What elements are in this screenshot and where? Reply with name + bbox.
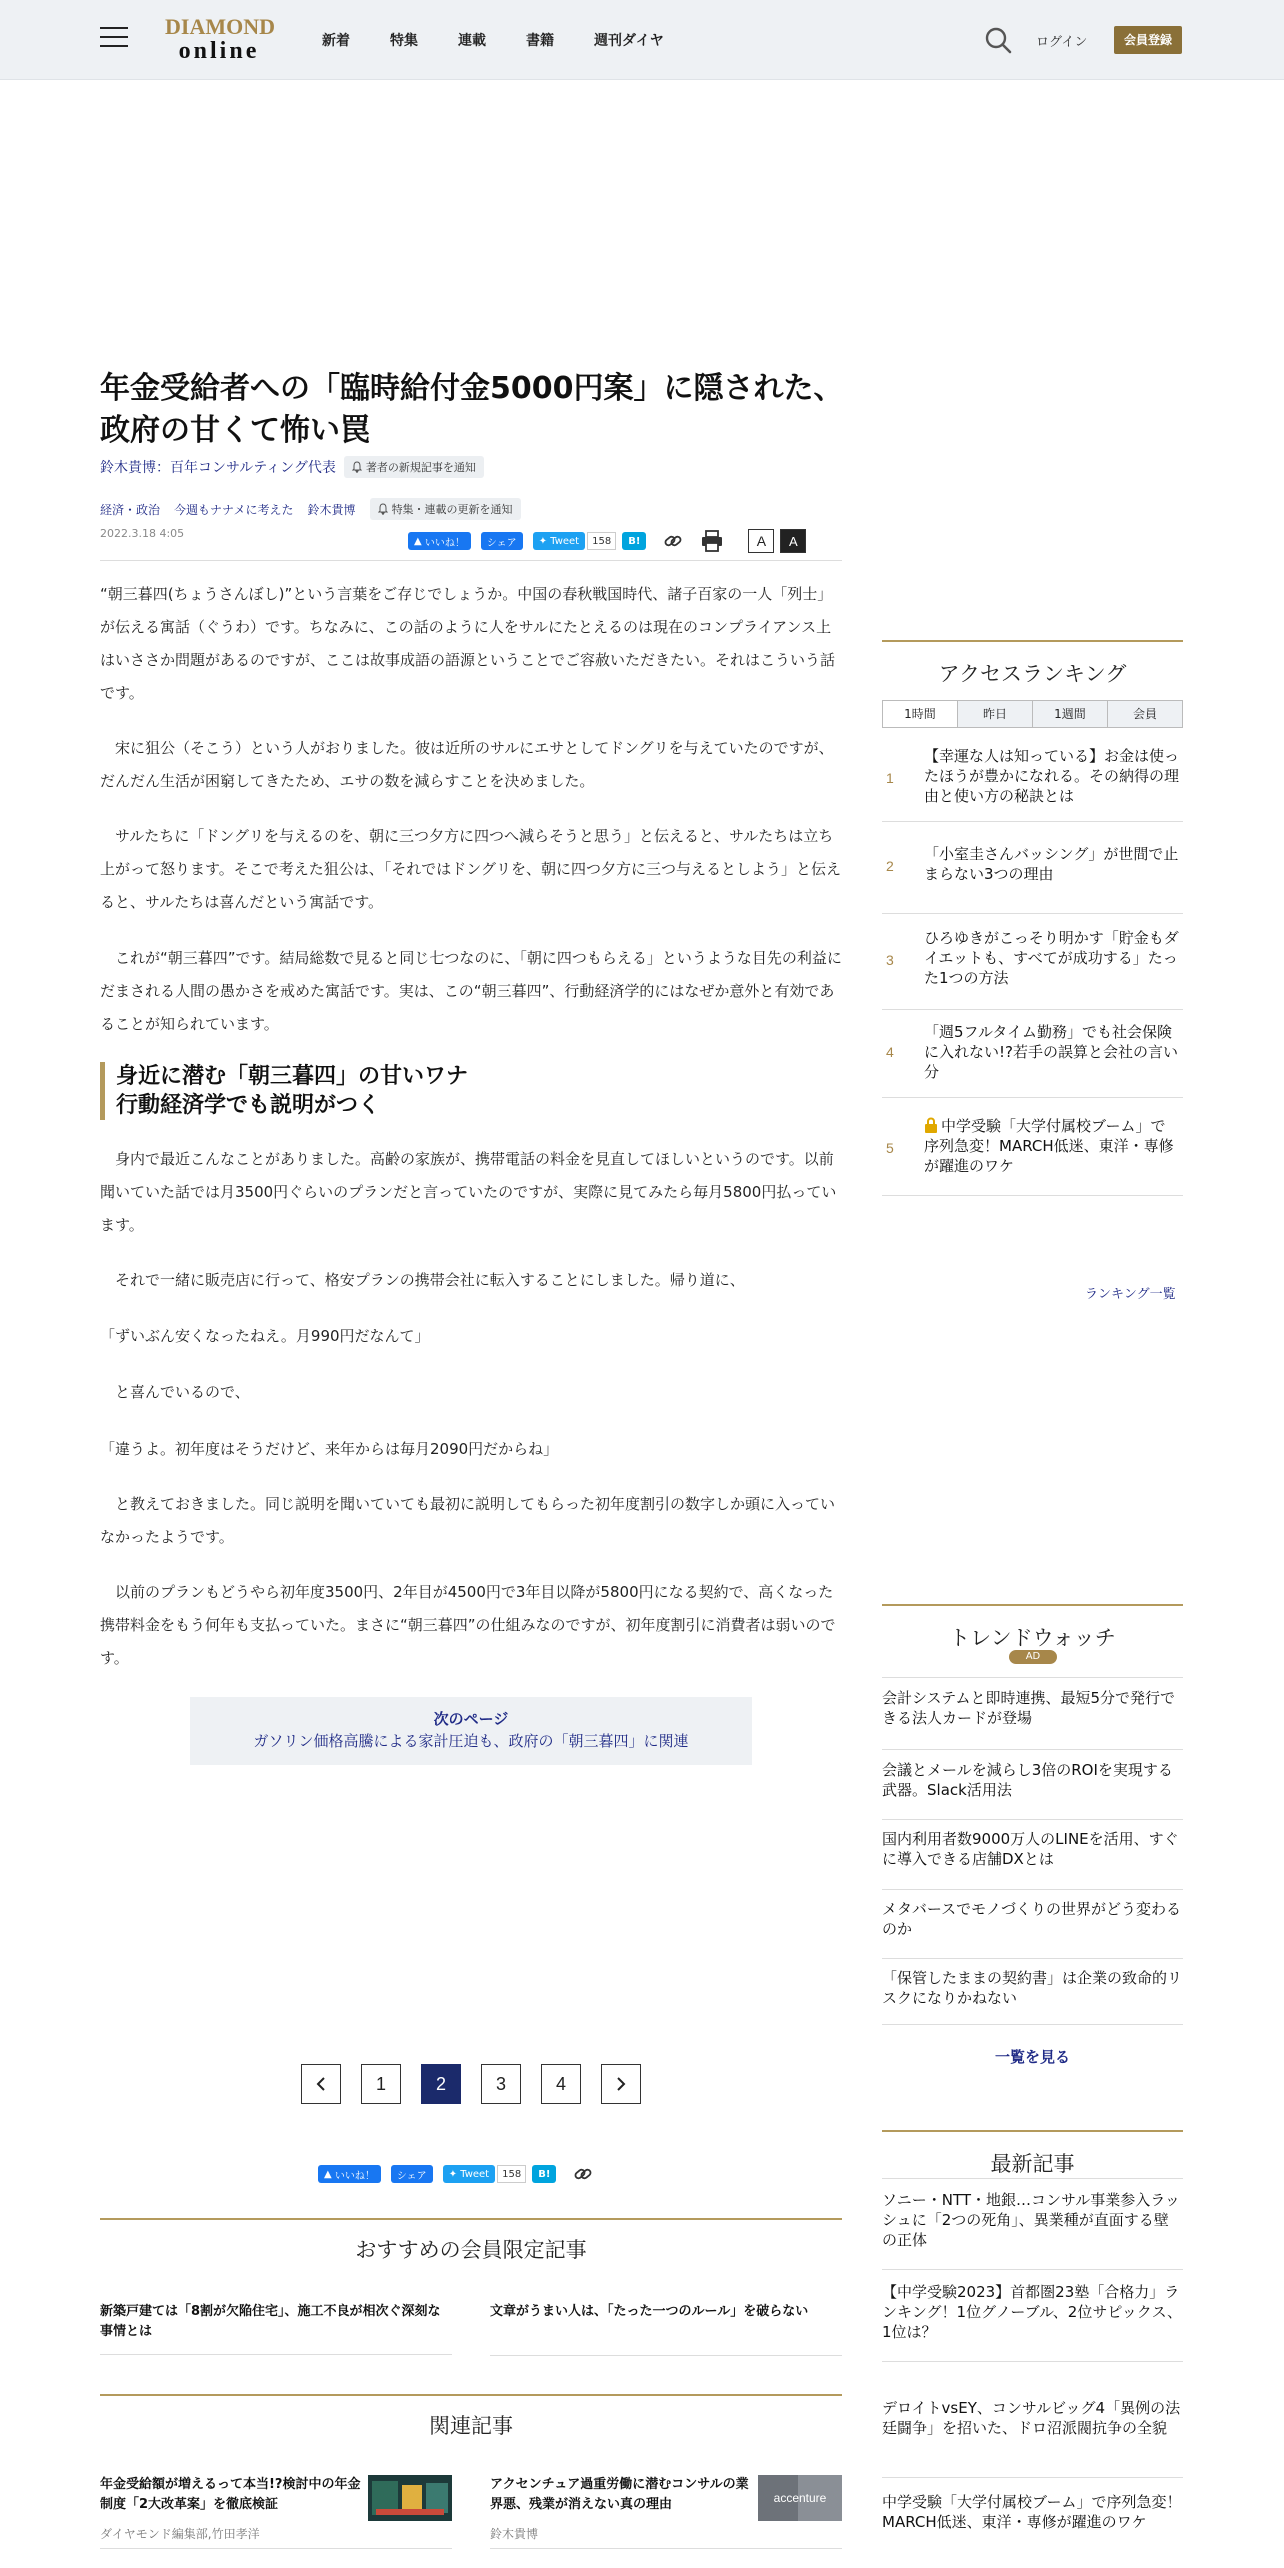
related-title: アクセンチュア過重労働に潜むコンサルの業界悪、残業が消えない真の理由 [490, 2477, 749, 2512]
divider [882, 2178, 1183, 2179]
link-icon[interactable] [572, 2163, 594, 2185]
paragraph-11: 以前のプランもどうやら初年度3500円、2年目が4500円で3年目以降が5800円になる契約で、高くなった携帯料金をもう何年も支払っていた。まさに“朝三暮四”の仕組みなのですが、初年度割引に消費者は弱いのです。 [100, 1583, 836, 1667]
page-2-current[interactable]: 2 [421, 2064, 461, 2104]
title-line2: 政府の甘くて怖い罠 [100, 413, 370, 448]
ranking-item[interactable] [882, 1010, 1183, 1098]
divider [100, 560, 842, 561]
thumb-text: accenture [773, 2491, 827, 2505]
facebook-like-button[interactable] [318, 2165, 381, 2183]
related-author: ダイヤモンド編集部,竹田孝洋 [100, 2527, 260, 2541]
facebook-share-button[interactable]: シェア [391, 2165, 433, 2183]
rank-title: 「小室圭さんバッシング」が世間で止まらない3つの理由 [924, 845, 1179, 883]
recommended-heading: おすすめの会員限定記事 [100, 2218, 842, 2278]
paragraph-2: 宋に狙公（そこう）という人がおりました。彼は近所のサルにエサとしてドングリを与えていたのですが、だんだん生活が困窮してきたため、エサの数を減らすことを決めました。 [100, 739, 834, 790]
ranking-heading: アクセスランキング [882, 640, 1183, 700]
related-heading: 関連記事 [100, 2394, 842, 2454]
ranking-tab-yesterday[interactable]: 昨日 [958, 701, 1033, 727]
thumbs-up-icon: ▲ [324, 2168, 335, 2180]
prev-page-button[interactable] [301, 2064, 341, 2104]
tweet-button[interactable] [443, 2165, 495, 2183]
register-button[interactable]: 会員登録 [1114, 26, 1182, 54]
share-bar-top [408, 530, 812, 552]
next-page-title: ガソリン価格高騰による家計圧迫も、政府の「朝三暮四」に関連 [253, 1732, 689, 1750]
lock-icon [924, 1117, 938, 1133]
paragraph-6: それで一緒に販売店に行って、格安プランの携帯会社に転入することにしました。帰り道に、 [115, 1271, 745, 1289]
ranking-tabs [882, 700, 1183, 728]
hatena-bookmark-button[interactable]: B! [532, 2165, 556, 2183]
rank-title: 【幸運な人は知っている】お金は使ったほうが豊かになれる。その納得の理由と使い方の秘訣とは [924, 747, 1180, 805]
tag-row [100, 498, 521, 520]
paragraph-10: と教えておきました。同じ説明を聞いていても最初に説明してもらった初年度割引の数字しか頭に入っていなかったようです。 [100, 1495, 836, 1546]
trend-list-link[interactable]: 一覧を見る [994, 2048, 1070, 2066]
next-page-link[interactable] [190, 1697, 752, 1765]
paragraph-7: 「ずいぶん安くなったねえ。月990円だなんて」 [100, 1327, 430, 1345]
facebook-share-button[interactable]: シェア [481, 532, 523, 550]
tag-category[interactable]: 経済・政治 [100, 502, 161, 517]
trend-item[interactable]: 会計システムと即時連携、最短5分で発行できる法人カードが登場 [882, 1688, 1183, 1750]
related-thumbnail [758, 2475, 842, 2521]
nav-features[interactable]: 特集 [390, 33, 418, 49]
thumbs-up-icon: ▲ [414, 535, 425, 547]
paragraph-5: 身内で最近こんなことがありました。高齢の家族が、携帯電話の料金を見直してほしいというのです。以前聞いていた話では月3500円ぐらいのプランだと言っていたのですが、実際に見てみたら毎月5800円払っています。 [100, 1150, 837, 1234]
related-thumbnail [368, 2475, 452, 2521]
tag-author[interactable]: 鈴木貴博 [307, 502, 356, 517]
tweet-count: 158 [587, 532, 616, 550]
rank-number: 5 [886, 1140, 894, 1156]
notify-series-button[interactable] [370, 498, 521, 520]
ranking-item[interactable] [882, 1098, 1183, 1196]
ranking-tab-1week[interactable]: 1週間 [1033, 701, 1108, 727]
next-page-label: 次のページ [433, 1710, 509, 1728]
rank-title [924, 1116, 1180, 1176]
bird-icon: ✦ [448, 2168, 461, 2180]
menu-icon[interactable] [100, 27, 128, 51]
latest-item[interactable]: デロイトvsEY、コンサルビッグ4「異例の法廷闘争」を招いた、ドロ沼派閥抗争の全貌 [882, 2398, 1183, 2478]
bell-icon [352, 461, 362, 473]
author-link[interactable]: 鈴木貴博：百年コンサルティング代表 [100, 460, 336, 476]
nav-weekly[interactable]: 週刊ダイヤ [594, 33, 664, 49]
page-3[interactable]: 3 [481, 2064, 521, 2104]
rank-number: 4 [886, 1044, 894, 1060]
tweet-label: Tweet [460, 2168, 490, 2180]
publish-date: 2022.3.18 4:05 [100, 527, 185, 540]
login-link[interactable]: ログイン [1036, 35, 1088, 50]
pagination [301, 2064, 661, 2104]
ranking-list-link[interactable]: ランキング一覧 [1085, 1287, 1176, 1302]
trend-item[interactable]: 国内利用者数9000万人のLINEを活用、すぐに導入できる店舗DXとは [882, 1829, 1183, 1890]
ad-badge: AD [1009, 1650, 1057, 1664]
latest-item[interactable]: 【中学受験2023】首都圏23塾「合格力」ランキング！1位グノーブル、2位サピックス、1位は？ [882, 2282, 1183, 2362]
related-author: 鈴木貴博 [490, 2527, 539, 2541]
site-header [0, 0, 1284, 80]
ranking-tab-1hour[interactable]: 1時間 [883, 701, 958, 727]
latest-item[interactable]: 中学受験「大学付属校ブーム」で序列急変！MARCH低迷、東洋・専修が躍進のワケ [882, 2493, 1182, 2531]
chevron-right-icon [615, 2076, 627, 2092]
notify-series-label: 特集・連載の更新を通知 [391, 503, 513, 516]
rank-number: 1 [886, 770, 894, 786]
like-label: いいね！ [334, 2170, 375, 2182]
notify-author-label: 著者の新規記事を通知 [365, 461, 476, 474]
print-icon[interactable] [700, 530, 724, 552]
recommended-item[interactable]: 文章がうまい人は、「たった一つのルール」を破らない [490, 2302, 842, 2356]
notify-author-button[interactable] [344, 456, 484, 478]
author-row [100, 455, 484, 479]
nav-books[interactable]: 書籍 [526, 33, 554, 49]
trend-item[interactable]: 会議とメールを減らし3倍のROIを実現する武器。Slack活用法 [882, 1760, 1183, 1820]
rank-title: 「週5フルタイム勤務」でも社会保険に入れない!?若手の誤算と会社の言い分 [924, 1023, 1178, 1081]
chevron-left-icon [315, 2076, 327, 2092]
facebook-like-button[interactable] [408, 532, 471, 550]
paragraph-4: これが“朝三暮四”です。結局総数で見ると同じ七つなのに、「朝に四つもらえる」というような目先の利益にだまされる人間の愚かさを戒めた寓話です。実は、この“朝三暮四”、行動経済学的にはなぜか意外と有効であることが知られています。 [100, 949, 842, 1033]
trend-item[interactable]: メタバースでモノづくりの世界がどう変わるのか [882, 1899, 1183, 1959]
paragraph-8: と喜んでいるので、 [115, 1383, 250, 1401]
article-title [100, 368, 860, 452]
page-4[interactable]: 4 [541, 2064, 581, 2104]
ranking-tab-members[interactable]: 会員 [1108, 701, 1182, 727]
paragraph-9: 「違うよ。初年度はそうだけど、来年からは毎月2090円だからね」 [100, 1440, 559, 1458]
rank-number: 2 [886, 858, 894, 874]
tweet-button[interactable] [533, 532, 585, 550]
font-size-large-button[interactable]: A [780, 529, 806, 553]
latest-heading: 最新記事 [882, 2130, 1183, 2178]
recommended-item[interactable]: 新築戸建ては「8割が欠陥住宅」、施工不良が相次ぐ深刻な事情とは [100, 2302, 452, 2355]
tweet-count: 158 [497, 2165, 526, 2183]
ranking-item[interactable] [882, 914, 1183, 1010]
global-nav [322, 30, 704, 50]
related-item[interactable] [100, 2475, 452, 2549]
hatena-bookmark-button[interactable]: B! [622, 532, 646, 550]
trend-item[interactable]: 「保管したままの契約書」は企業の致命的リスクになりかねない [882, 1968, 1183, 2025]
tag-series[interactable]: 今週もナナメに考えた [174, 502, 294, 517]
logo-line2: online [178, 38, 260, 64]
page-1[interactable]: 1 [361, 2064, 401, 2104]
nav-series[interactable]: 連載 [458, 33, 486, 49]
rank-title: ひろゆきがこっそり明かす「貯金もダイエットも、すべてが成功する」たった1つの方法 [924, 929, 1179, 987]
subheading-line1: 身近に潜む「朝三暮四」の甘いワナ [116, 1064, 469, 1089]
font-size-normal-button[interactable]: A [748, 529, 774, 553]
rank-title-text: 中学受験「大学付属校ブーム」で序列急変！MARCH低迷、東洋・専修が躍進のワケ [924, 1117, 1174, 1175]
subheading-line2: 行動経済学でも説明がつく [116, 1093, 381, 1118]
nav-new[interactable]: 新着 [322, 33, 350, 49]
share-bar-bottom [318, 2163, 610, 2185]
bird-icon: ✦ [538, 535, 551, 547]
site-logo[interactable] [165, 16, 273, 64]
related-item[interactable] [490, 2475, 842, 2549]
ranking-item[interactable] [882, 734, 1183, 822]
section-subheading [100, 1062, 842, 1120]
bell-icon [378, 503, 388, 515]
divider [882, 1677, 1183, 1678]
trend-heading: トレンドウォッチ [882, 1604, 1183, 1664]
next-page-button[interactable] [601, 2064, 641, 2104]
paragraph-1: “朝三暮四(ちょうさんぼし)”という言葉をご存じでしょうか。中国の春秋戦国時代、諸子百家の一人「列士」が伝える寓話（ぐうわ）です。ちなみに、この話のように人をサルにたとえるのは現在のコンプライアンス上はいささか問題があるのですが、ここは故事成語の語源ということでご容赦いただきたい。それはこういう話です。 [100, 585, 836, 702]
ranking-item[interactable] [882, 822, 1183, 914]
latest-item[interactable]: ソニー・NTT・地銀…コンサル事業参入ラッシュに「2つの死角」、異業種が直面する壁の正体 [882, 2190, 1183, 2270]
like-label: いいね！ [424, 537, 465, 549]
tweet-label: Tweet [550, 535, 580, 547]
logo-line1: DIAMOND [165, 14, 275, 39]
link-icon[interactable] [662, 530, 684, 552]
related-title: 年金受給額が増えるって本当!?検討中の年金制度「2大改革案」を徹底検証 [100, 2477, 361, 2512]
search-icon[interactable] [984, 26, 1012, 54]
title-line1: 年金受給者への「臨時給付金5000円案」に隠された、 [100, 371, 844, 406]
paragraph-3: サルたちに「ドングリを与えるのを、朝に三つ夕方に四つへ減らそうと思う」と伝えると、サルたちは立ち上がって怒ります。そこで考えた狙公は、「それではドングリを、朝に四つ夕方に三つ与えるとしよう」と伝えると、サルたちは喜んだという寓話です。 [100, 827, 842, 911]
rank-number: 3 [886, 952, 894, 968]
